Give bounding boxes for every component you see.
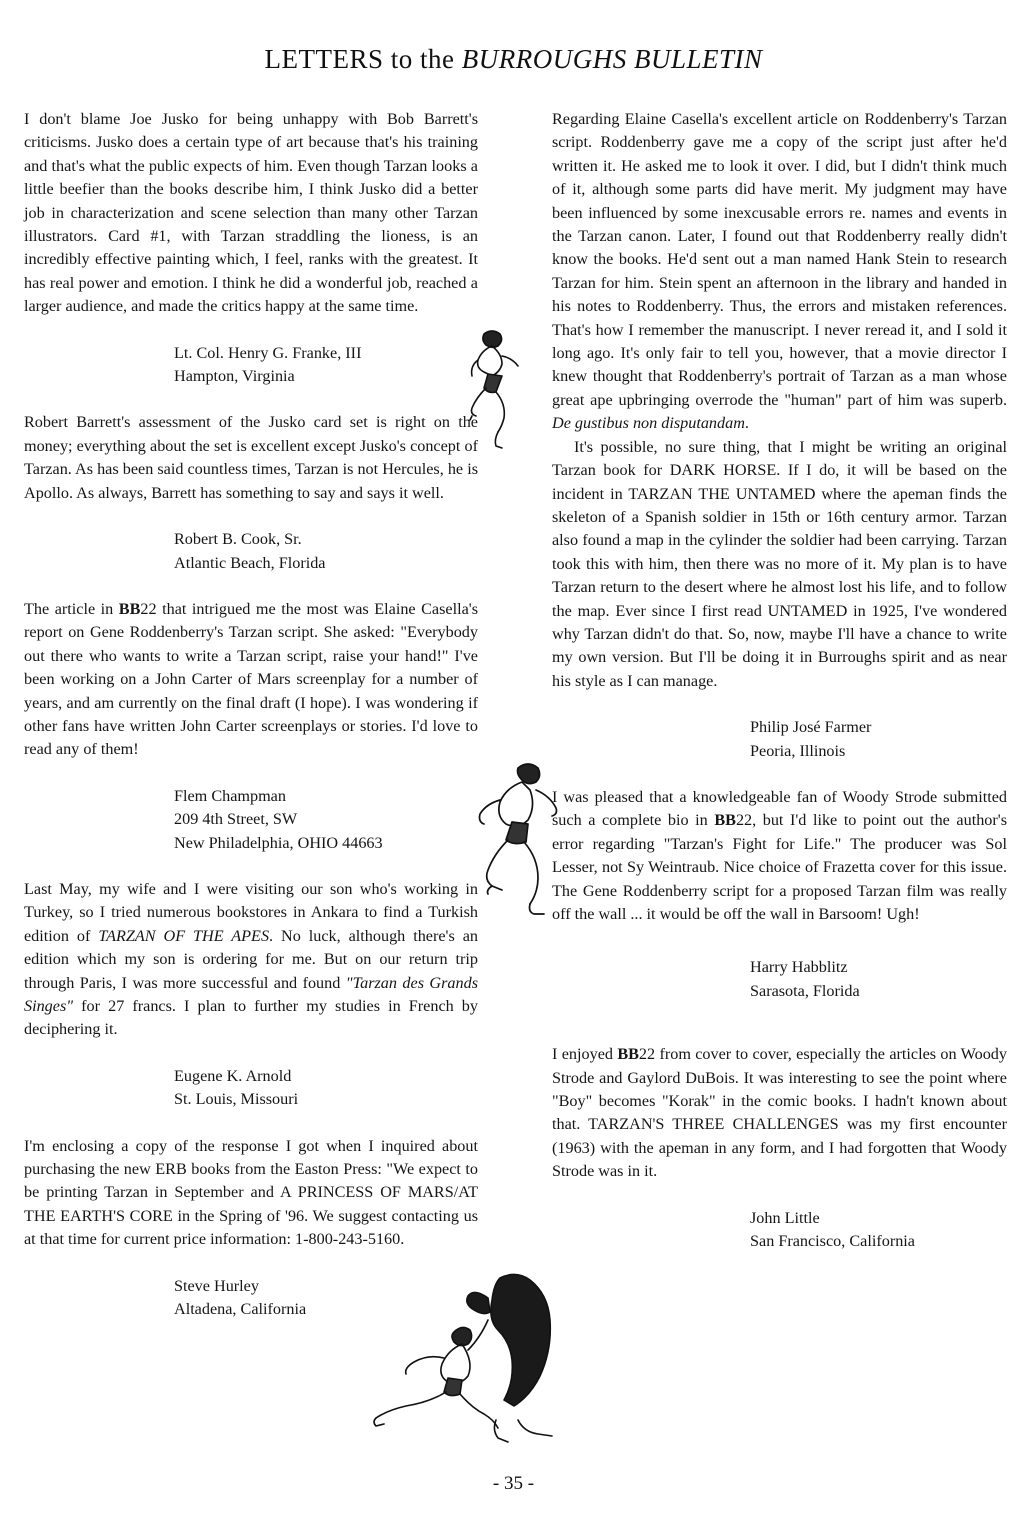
bulletin-abbrev: BB: [617, 1045, 639, 1064]
signature-street: 209 4th Street, SW: [174, 810, 298, 829]
signature-name: Steve Hurley: [174, 1276, 259, 1295]
body-text: . No luck, although there's an edition which my son is ordering for me. But on our return trip through Paris, I was more successful and found: [24, 926, 478, 992]
letter-body: [24, 878, 478, 1042]
letter-signature: [174, 528, 478, 575]
letter-body: I'm enclosing a copy of the response I got when I inquired about purchasing the new ERB books from the Easton Press: "We expect to be printing Tarzan in September and A PRINCESS OF MARS/AT THE EARTH'S CORE in the Spring of '96. We suggest contacting us at that time for current price information: 1-800-243-5160.: [24, 1136, 478, 1249]
letter-signature: [174, 785, 478, 855]
signature-name: John Little: [750, 1208, 820, 1227]
tarzan-wrestling-ape-illustration: [368, 1270, 574, 1446]
letter-signature: [750, 956, 1007, 1003]
body-text: 22 from cover to cover, especially the articles on Woody Strode and Gaylord DuBois. It was interesting to see the point where "Boy" becomes "Korak" in the comic books. I hadn't known about that. TARZAN'S THREE CHALLENGES was my first encounter (1963) with the apeman in any form, and I had forgotten that Woody Strode was in it.: [552, 1045, 1007, 1181]
letter-signature: [174, 342, 478, 389]
letter-body: Robert Barrett's assessment of the Jusko card set is right on the money; everything about the set is excellent except Jusko's concept of Tarzan. As has been said countless times, Tarzan is not Hercules, he is Apollo. As always, Barrett has something to say and says it well.: [24, 413, 478, 502]
signature-name: Flem Champman: [174, 786, 286, 805]
letter-champman: [24, 598, 478, 855]
right-column: [552, 108, 1007, 1276]
body-text: 22, but I'd like to point out the author's error regarding "Tarzan's Fight for Life." The producer was Sol Lesser, not Sy Weintraub. Nice choice of Frazetta cover for this issue. The Gene Roddenberry script for a proposed Tarzan film was really off the wall ... it would be off the wall in Barsoom! Ugh!: [552, 811, 1007, 923]
letter-body-paragraph-2: It's possible, no sure thing, that I might be writing an original Tarzan book for DARK HORSE. If I do, it will be based on the incident in TARZAN THE UNTAMED where the apeman finds the skeleton of a Spanish soldier in 15th or 16th century armor. Tarzan also found a map in the cylinder the soldier had been carrying. Tarzan took this with him, then there was no more of it. My plan is to have Tarzan return to the desert where he almost lost his life, and to follow the map. Ever since I first read UNTAMED in 1925, I've wondered why Tarzan didn't do that. So, now, maybe I'll have a chance to write my own version. But I'll be doing it in Burroughs spirit and as near his style as I can manage.: [552, 437, 1007, 690]
letter-habblitz: [552, 786, 1007, 1003]
signature-name: Robert B. Cook, Sr.: [174, 530, 302, 549]
signature-name: Harry Habblitz: [750, 958, 848, 977]
letter-farmer: [552, 108, 1007, 763]
letter-signature: [750, 716, 1007, 763]
letter-body: [552, 108, 1007, 436]
signature-location: Altadena, California: [174, 1300, 307, 1319]
body-text: Last May, my wife and I were visiting our son who's working in Turkey, so I tried numerous bookstores in Ankara to find a Turkish edition of: [24, 879, 478, 945]
tarzan-running-illustration: [478, 760, 562, 920]
left-column: [24, 108, 478, 1344]
bulletin-abbrev: BB: [714, 811, 736, 830]
body-text: 22 that intrigued me the most was Elaine Casella's report on Gene Roddenberry's Tarzan script. She asked: "Everybody out there who wants to write a Tarzan script, raise your hand!" I've been working on a John Carter of Mars screenplay for a number of years, and am currently on the final draft (I hope). I was wondering if other fans have written John Carter screenplays or stories. I'd love to read any of them!: [24, 599, 478, 759]
title-prefix: LETTERS to the: [264, 44, 462, 74]
signature-location: Atlantic Beach, Florida: [174, 553, 326, 572]
signature-location: Hampton, Virginia: [174, 367, 295, 386]
signature-location: St. Louis, Missouri: [174, 1090, 299, 1109]
body-text: for 27 francs. I plan to further my studies in French by deciphering it.: [24, 997, 478, 1039]
signature-location: New Philadelphia, OHIO 44663: [174, 833, 383, 852]
body-text: I was pleased that a knowledgeable fan of Woody Strode submitted such a complete bio in: [552, 787, 1007, 830]
letter-body: [552, 1043, 1007, 1183]
signature-name: Lt. Col. Henry G. Franke, III: [174, 343, 362, 362]
letter-little: [552, 1043, 1007, 1253]
letter-body: I don't blame Joe Jusko for being unhappy with Bob Barrett's criticisms. Jusko does a certain type of art because that's his training and that's what the public expects of him. Even though Tarzan looks a little beefier than the books describe him, I think Jusko did a better job in characterization and scene selection than many other Tarzan illustrators. Card #1, with Tarzan straddling the lioness, is an incredibly effective painting which, I feel, ranks with the greatest. It has real power and emotion. I think he did a wonderful job, reached a larger audience, and made the critics happy at the same time.: [24, 110, 478, 316]
body-text: Regarding Elaine Casella's excellent article on Roddenberry's Tarzan script. Roddenberry gave me a copy of the script just after he'd written it. He asked me to look it over. I did, but I didn't think much of it, although some parts did have merit. My judgment may have been influenced by some inexcusable errors re. names and events in the Tarzan canon. Later, I found out that Roddenberry really didn't know the books. He'd sent out a man named Hank Stein to research Tarzan for him. Stein spent an afternoon in the library and handed in his notes to Roddenberry. Thus, the errors and mistaken references. That's how I remember the manuscript. I never reread it, and I sold it long ago. It's only fair to tell you, however, that a movie director I knew thought that Roddenberry's portrait of Tarzan as a man whose great ape upbringing overrode the "human" part of him was superb.: [552, 110, 1007, 409]
book-title: "Tarzan des Grands Singes": [24, 973, 478, 1015]
book-title: TARZAN OF THE APES: [98, 926, 270, 945]
signature-location: Sarasota, Florida: [750, 981, 860, 1000]
title-publication: BURROUGHS BULLETIN: [461, 44, 763, 74]
signature-name: Philip José Farmer: [750, 718, 872, 737]
body-text: The article in: [24, 599, 119, 618]
tarzan-crouching-illustration: [466, 328, 528, 456]
letter-franke: [24, 108, 478, 388]
letter-signature: [750, 1207, 1007, 1254]
signature-name: Eugene K. Arnold: [174, 1066, 292, 1085]
letter-body: [552, 786, 1007, 926]
body-text: I enjoyed: [552, 1045, 618, 1064]
body-text: .: [744, 414, 749, 433]
signature-location: San Francisco, California: [750, 1232, 915, 1251]
latin-phrase: De gustibus non disputandam: [552, 414, 745, 433]
bulletin-abbrev: BB: [118, 599, 141, 618]
signature-location: Peoria, Illinois: [750, 741, 846, 760]
letter-body: [24, 598, 478, 762]
letter-cook: [24, 411, 478, 574]
letter-signature: [174, 1065, 478, 1112]
page-title: [0, 44, 1027, 75]
letter-arnold: [24, 878, 478, 1112]
page-number: - 35 -: [492, 1473, 535, 1494]
